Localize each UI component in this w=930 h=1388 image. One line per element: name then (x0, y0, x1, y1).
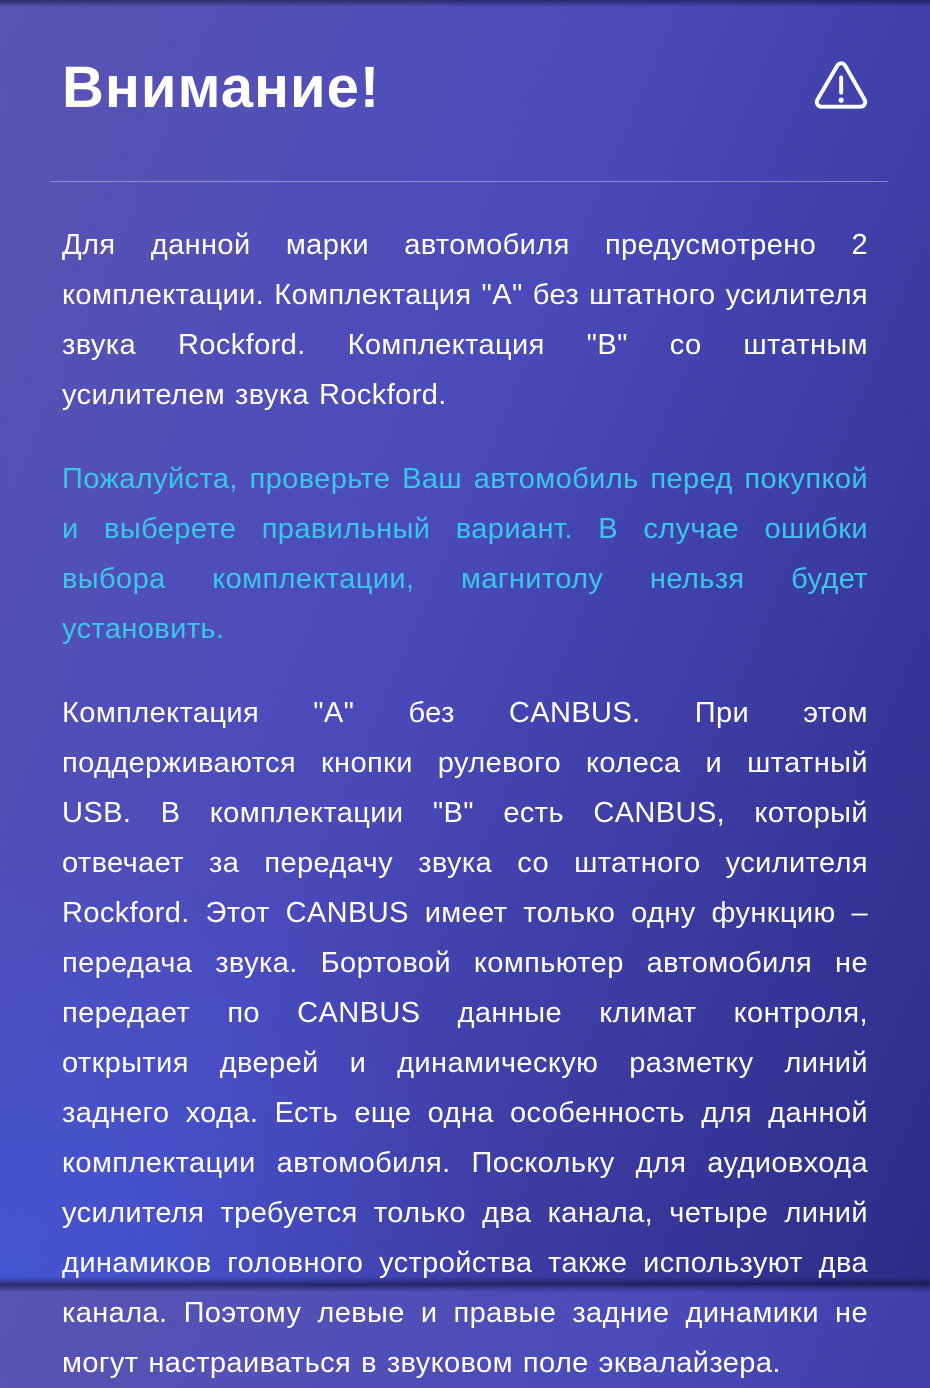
page-title: Внимание! (62, 55, 381, 120)
paragraph-intro: Для данной марки автомобиля предусмотрено 2 комплектации. Комплектация "А" без штатного усилителя звука Rockford. Комплектация "В" со штатным усилителем звука Rockford. (62, 229, 868, 411)
warning-triangle-icon (814, 58, 868, 118)
header (62, 50, 868, 125)
paragraph-warning-highlight: Пожалуйста, проверьте Ваш автомобиль перед покупкой и выберете правильный вариант. В случае ошибки выбора комплектации, магнитолу нельзя будет установить. (62, 463, 868, 645)
paragraph-details: Комплектация "А" без CANBUS. При этом поддерживаются кнопки рулевого колеса и штатный USB. В комплектации "В" есть CANBUS, который отвечает за передачу звука со штатного усилителя Rockford. Этот CANBUS имеет только одну функцию – передача звука. Бортовой компьютер автомобиля не передает по CANBUS данные климат контроля, открытия дверей и динамическую разметку линий заднего хода. Есть еще одна особенность для данной комплектации автомобиля. Поскольку для аудиовхода усилителя требуется только два канала, четыре линий динамиков головного устройства также используют два канала. Поэтому левые и правые задние динамики не могут настраиваться в звуковом поле эквалайзера. (62, 697, 868, 1379)
divider (50, 181, 888, 182)
